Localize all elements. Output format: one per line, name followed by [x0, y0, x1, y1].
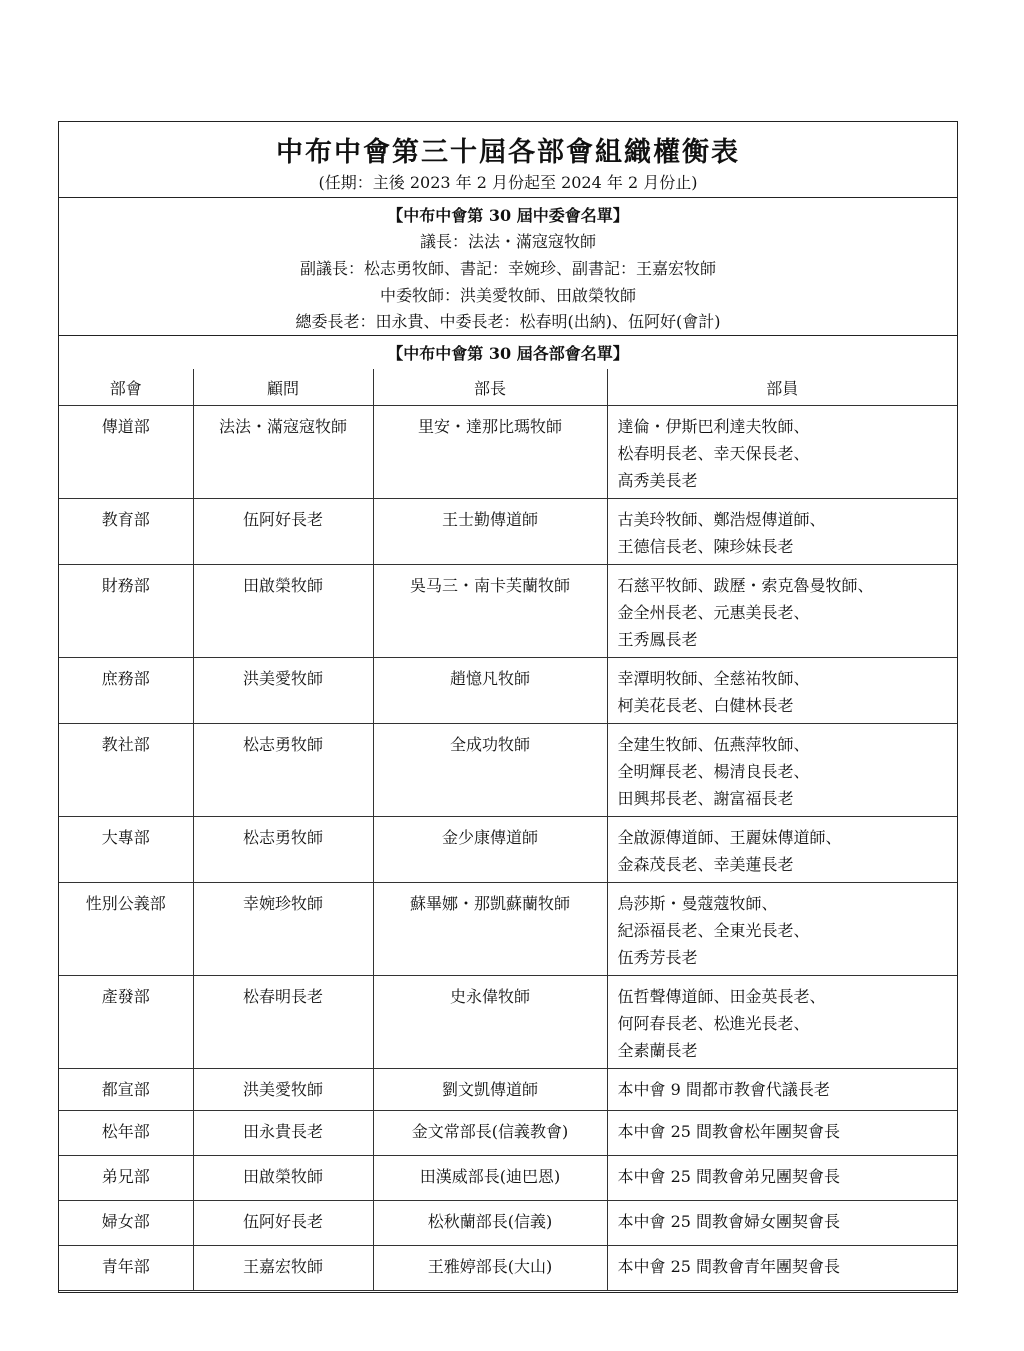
advisor-cell: 田永貴長老	[193, 1111, 373, 1156]
members-cell	[607, 1069, 957, 1111]
committee-line-officers: 副議長：松志勇牧師、書記：幸婉珍、副書記：王嘉宏牧師	[299, 259, 716, 278]
term-subtitle: (任期：主後 2023 年 2 月份起至 2024 年 2 月份止)	[318, 173, 698, 192]
member-line: 全啟源傳道師、王麗妹傳道師、	[617, 828, 842, 847]
member-line: 紀添福長老、全東光長老、	[617, 921, 810, 940]
member-line: 田興邦長老、謝富福長老	[617, 789, 794, 808]
departments-table	[59, 369, 957, 1291]
member-line: 松春明長老、幸天保長老、	[617, 444, 810, 463]
table-row	[59, 1156, 957, 1201]
member-line: 本中會 25 間教會婦女團契會長	[617, 1212, 841, 1231]
dept-cell: 大專部	[59, 817, 193, 883]
member-line: 全素蘭長老	[617, 1041, 698, 1060]
advisor-cell: 田啟榮牧師	[193, 1156, 373, 1201]
advisor-cell: 松志勇牧師	[193, 817, 373, 883]
advisor-cell: 松春明長老	[193, 976, 373, 1069]
advisor-cell: 伍阿好長老	[193, 499, 373, 565]
divider	[59, 197, 957, 198]
dept-cell: 性別公義部	[59, 883, 193, 976]
dept-cell: 教社部	[59, 724, 193, 817]
head-cell: 史永偉牧師	[373, 976, 607, 1069]
member-line: 本中會 9 間都市教會代議長老	[617, 1080, 830, 1099]
member-line: 烏莎斯・曼蔻蔻牧師、	[617, 894, 778, 913]
advisor-cell: 洪美愛牧師	[193, 658, 373, 724]
member-line: 柯美花長老、白健林長老	[617, 696, 794, 715]
advisor-cell: 田啟榮牧師	[193, 565, 373, 658]
members-cell	[607, 565, 957, 658]
dept-cell: 傳道部	[59, 406, 193, 499]
members-cell	[607, 1201, 957, 1246]
divider	[59, 335, 957, 336]
head-cell: 全成功牧師	[373, 724, 607, 817]
table-row	[59, 658, 957, 724]
dept-cell: 婦女部	[59, 1201, 193, 1246]
member-line: 高秀美長老	[617, 471, 698, 490]
members-cell	[607, 658, 957, 724]
departments-heading: 【中布中會第 30 屆各部會名單】	[387, 344, 629, 363]
advisor-cell: 王嘉宏牧師	[193, 1246, 373, 1291]
members-cell	[607, 976, 957, 1069]
column-header-members: 部員	[607, 369, 957, 406]
member-line: 金全州長老、元惠美長老、	[617, 603, 810, 622]
head-cell: 里安・達那比瑪牧師	[373, 406, 607, 499]
head-cell: 金少康傳道師	[373, 817, 607, 883]
column-header-dept: 部會	[59, 369, 193, 406]
member-line: 古美玲牧師、鄭浩煜傳道師、	[617, 510, 826, 529]
dept-cell: 財務部	[59, 565, 193, 658]
dept-cell: 都宣部	[59, 1069, 193, 1111]
table-row	[59, 817, 957, 883]
members-cell	[607, 883, 957, 976]
page-title: 中布中會第三十屆各部會組織權衡表	[276, 137, 740, 168]
members-cell	[607, 724, 957, 817]
member-line: 本中會 25 間教會弟兄團契會長	[617, 1167, 841, 1186]
member-line: 達倫・伊斯巴利達夫牧師、	[617, 417, 810, 436]
table-row	[59, 1201, 957, 1246]
table-row	[59, 565, 957, 658]
table-row	[59, 1069, 957, 1111]
member-line: 伍哲聲傳道師、田金英長老、	[617, 987, 826, 1006]
advisor-cell: 洪美愛牧師	[193, 1069, 373, 1111]
committee-line-elders: 總委長老：田永貴、中委長老：松春明(出納)、伍阿好(會計)	[295, 312, 721, 331]
central-committee-heading: 【中布中會第 30 屆中委會名單】	[387, 206, 629, 225]
dept-cell: 弟兄部	[59, 1156, 193, 1201]
table-header-row	[59, 369, 957, 406]
committee-line-pastors: 中委牧師：洪美愛牧師、田啟榮牧師	[379, 286, 636, 305]
column-header-advisor: 顧問	[193, 369, 373, 406]
table-row	[59, 1111, 957, 1156]
head-cell: 吳马三・南卡芙蘭牧師	[373, 565, 607, 658]
head-cell: 趙憶凡牧師	[373, 658, 607, 724]
head-cell: 王雅婷部長(大山)	[373, 1246, 607, 1291]
member-line: 伍秀芳長老	[617, 948, 698, 967]
members-cell	[607, 1111, 957, 1156]
member-line: 本中會 25 間教會松年團契會長	[617, 1122, 841, 1141]
advisor-cell: 松志勇牧師	[193, 724, 373, 817]
dept-cell: 教育部	[59, 499, 193, 565]
dept-cell: 青年部	[59, 1246, 193, 1291]
dept-cell: 庶務部	[59, 658, 193, 724]
table-row	[59, 724, 957, 817]
dept-cell: 松年部	[59, 1111, 193, 1156]
member-line: 王德信長老、陳珍妹長老	[617, 537, 794, 556]
table-row	[59, 406, 957, 499]
committee-line-chair: 議長：法法・滿寇寇牧師	[419, 232, 596, 251]
members-cell	[607, 406, 957, 499]
advisor-cell: 法法・滿寇寇牧師	[193, 406, 373, 499]
member-line: 全建生牧師、伍燕萍牧師、	[617, 735, 810, 754]
members-cell	[607, 499, 957, 565]
head-cell: 劉文凱傳道師	[373, 1069, 607, 1111]
column-header-head: 部長	[373, 369, 607, 406]
head-cell: 蘇畢娜・那凱蘇蘭牧師	[373, 883, 607, 976]
dept-cell: 產發部	[59, 976, 193, 1069]
head-cell: 田漢威部長(迪巴恩)	[373, 1156, 607, 1201]
table-row	[59, 1246, 957, 1291]
members-cell	[607, 1156, 957, 1201]
member-line: 本中會 25 間教會青年團契會長	[617, 1257, 841, 1276]
member-line: 何阿春長老、松進光長老、	[617, 1014, 810, 1033]
table-row	[59, 883, 957, 976]
advisor-cell: 伍阿好長老	[193, 1201, 373, 1246]
member-line: 王秀鳳長老	[617, 630, 698, 649]
head-cell: 松秋蘭部長(信義)	[373, 1201, 607, 1246]
advisor-cell: 幸婉珍牧師	[193, 883, 373, 976]
table-row	[59, 976, 957, 1069]
member-line: 金森茂長老、幸美蓮長老	[617, 855, 794, 874]
members-cell	[607, 1246, 957, 1291]
member-line: 石慈平牧師、跋歷・索克魯曼牧師、	[617, 576, 874, 595]
member-line: 全明輝長老、楊清良長老、	[617, 762, 810, 781]
table-row	[59, 499, 957, 565]
document-frame	[58, 121, 958, 1293]
head-cell: 王士勤傳道師	[373, 499, 607, 565]
members-cell	[607, 817, 957, 883]
head-cell: 金文常部長(信義教會)	[373, 1111, 607, 1156]
member-line: 幸潭明牧師、全慈祐牧師、	[617, 669, 810, 688]
